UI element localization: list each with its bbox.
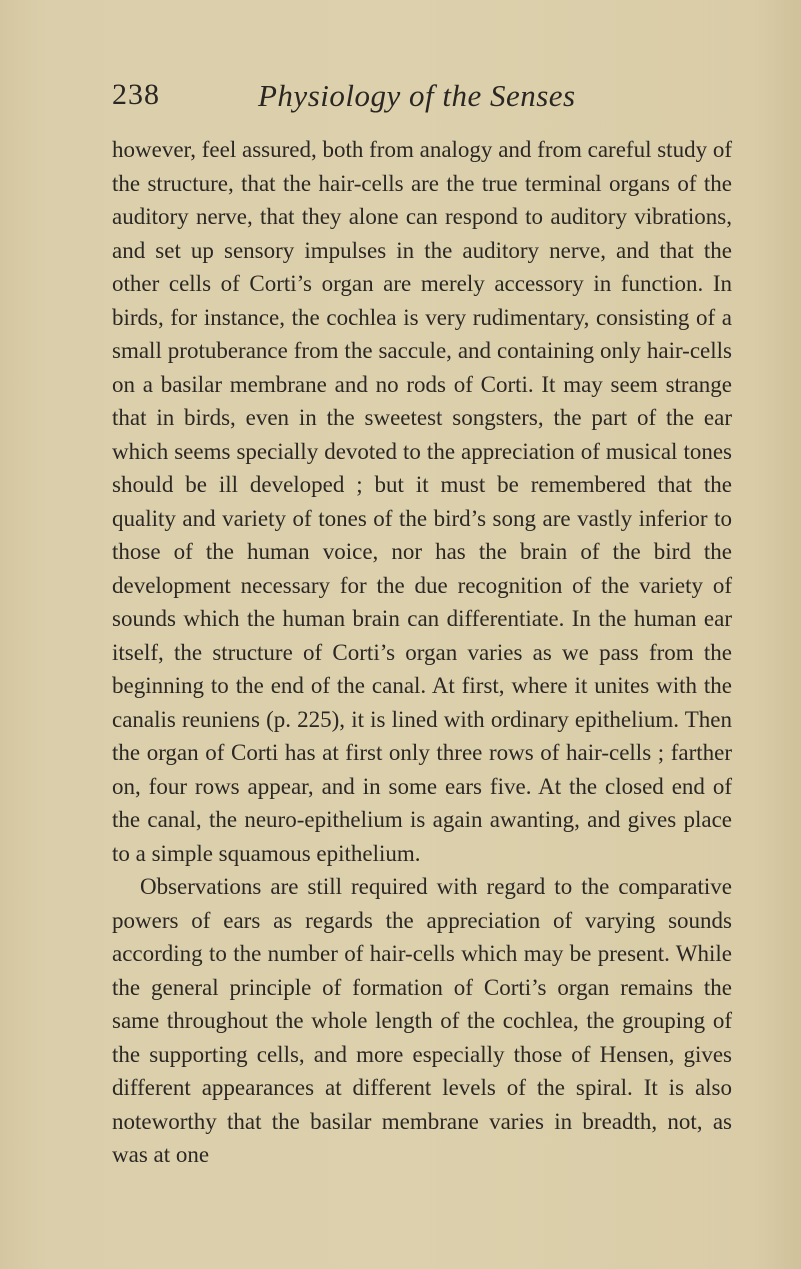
body-text	[112, 133, 732, 1172]
running-head	[112, 78, 712, 118]
page-number: 238	[112, 78, 160, 111]
running-title: Physiology of the Senses	[258, 78, 576, 113]
paragraph-2: Observations are still required with regard to the comparative powers of ears as regards the appreciation of varying sounds according to the number of hair-cells which may be present. While the general principle of formation of Corti’s organ remains the same throughout the whole length of the cochlea, the grouping of the supporting cells, and more especially those of Hensen, gives different appearances at different levels of the spiral. It is also noteworthy that the basilar membrane varies in breadth, not, as was at one	[112, 874, 732, 1167]
paragraph-1: however, feel assured, both from analogy and from careful study of the structure, that the hair-cells are the true terminal organs of the auditory nerve, that they alone can respond to auditory vibrations, and set up sensory impulses in the auditory nerve, and that the other cells of Corti’s organ are merely accessory in function. In birds, for instance, the cochlea is very rudimentary, consisting of a small protuberance from the saccule, and containing only hair-cells on a basilar membrane and no rods of Corti. It may seem strange that in birds, even in the sweetest songsters, the part of the ear which seems specially devoted to the appreciation of musical tones should be ill developed ; but it must be remembered that the quality and variety of tones of the bird’s song are vastly inferior to those of the human voice, nor has the brain of the bird the development necessary for the due recognition of the variety of sounds which the human brain can differentiate. In the human ear itself, the structure of Corti’s organ varies as we pass from the beginning to the end of the canal. At first, where it unites with the canalis reuniens (p. 225), it is lined with ordinary epithelium. Then the organ of Corti has at first only three rows of hair-cells ; farther on, four rows appear, and in some ears five. At the closed end of the canal, the neuro-epithelium is again awanting, and gives place to a simple squamous epithelium.	[112, 137, 732, 866]
